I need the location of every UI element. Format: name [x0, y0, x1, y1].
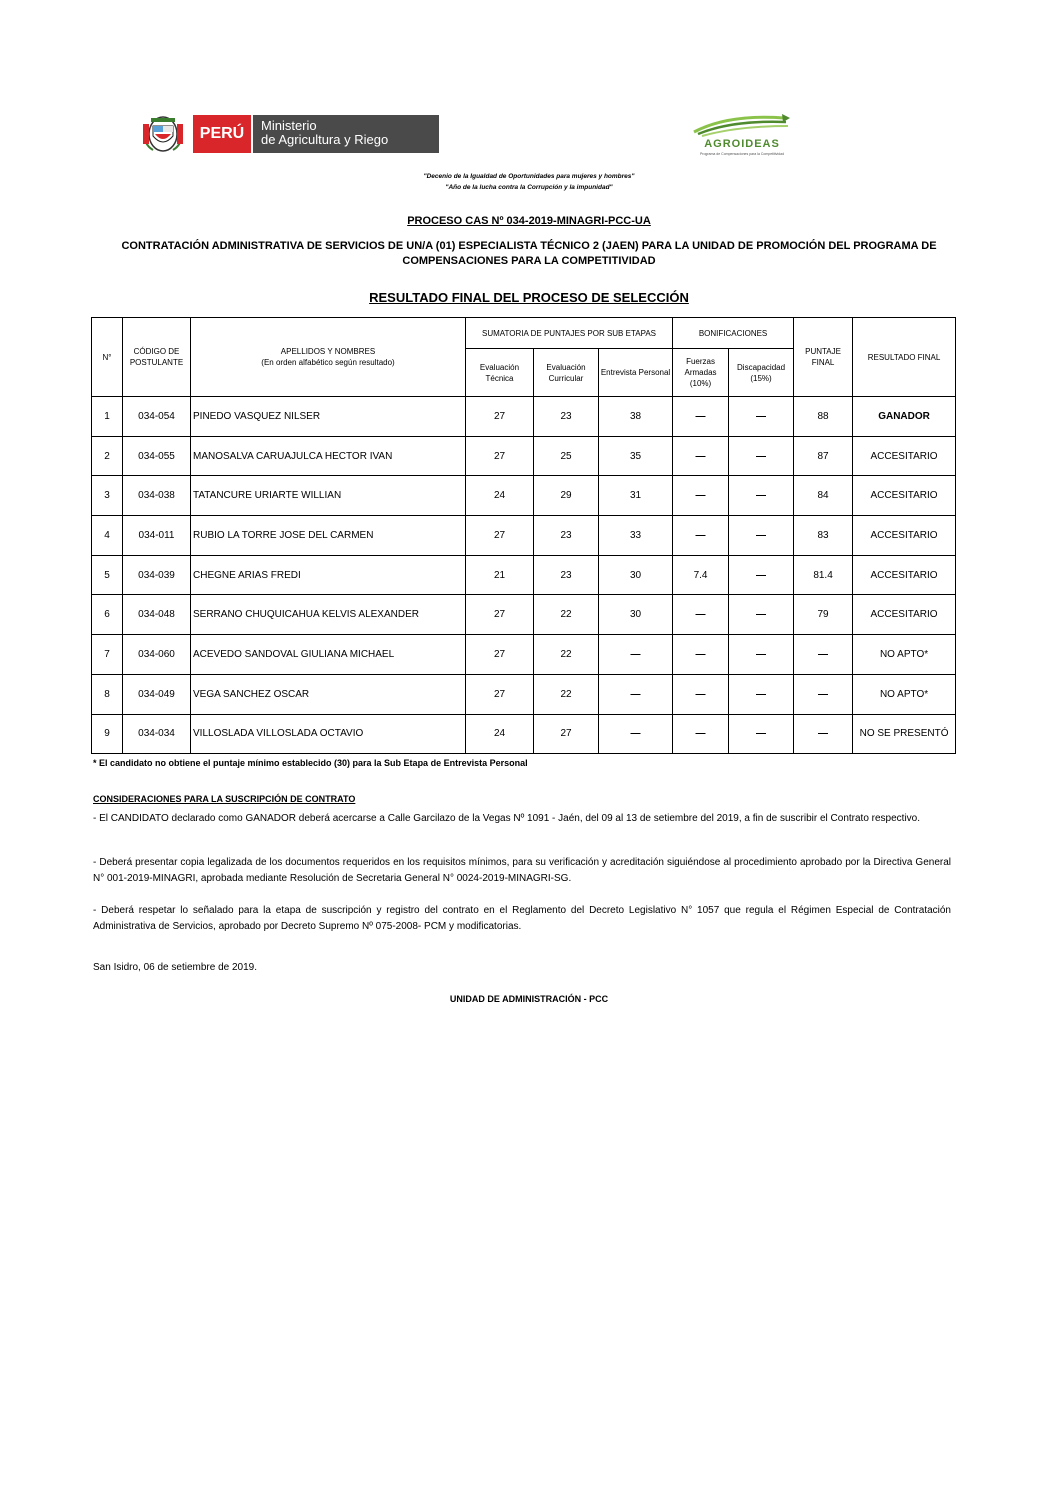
table-row	[92, 674, 956, 714]
cell-score: —	[794, 714, 853, 754]
cell-result: NO SE PRESENTÓ	[853, 714, 956, 754]
cell-dis: —	[729, 674, 794, 714]
cell-int: 38	[599, 397, 673, 437]
cell-name: ACEVEDO SANDOVAL GIULIANA MICHAEL	[191, 635, 466, 675]
cell-dis: —	[729, 595, 794, 635]
cell-dis: —	[729, 555, 794, 595]
cell-tec: 24	[466, 476, 534, 516]
header-disability: Discapacidad (15%)	[729, 349, 794, 397]
header-sum: SUMATORIA DE PUNTAJES POR SUB ETAPAS	[466, 318, 673, 349]
cell-cur: 27	[534, 714, 599, 754]
cell-dis: —	[729, 635, 794, 675]
cell-n: 1	[92, 397, 123, 437]
header-eval-cur: Evaluación Curricular	[534, 349, 599, 397]
table-row	[92, 476, 956, 516]
footnote: * El candidato no obtiene el puntaje mínimo establecido (30) para la Sub Etapa de Entrevista Personal	[93, 758, 528, 768]
unit-line: UNIDAD DE ADMINISTRACIÓN - PCC	[449, 994, 609, 1004]
date-line: San Isidro, 06 de setiembre de 2019.	[93, 962, 257, 973]
header-eval-tec: Evaluación Técnica	[466, 349, 534, 397]
paragraph-2: - Deberá presentar copia legalizada de los documentos requeridos en los requisitos mínimos, para su verificación y acreditación siguiéndose al procedimiento aprobado por la Directiva General N° 001-2019-MINAGRI, aprobada mediante Resolución de Secretaria General N° 0024-2019-MINAGRI-SG.	[93, 857, 951, 884]
cell-result: NO APTO*	[853, 674, 956, 714]
cell-ff: —	[673, 436, 729, 476]
result-title: RESULTADO FINAL DEL PROCESO DE SELECCIÓN	[369, 290, 689, 305]
cell-tec: 21	[466, 555, 534, 595]
process-title: PROCESO CAS Nº 034-2019-MINAGRI-PCC-UA	[407, 215, 651, 227]
cell-int: —	[599, 635, 673, 675]
decree-line-2: "Año de la lucha contra la Corrupción y la impunidad"	[445, 184, 613, 191]
peru-label: PERÚ	[193, 115, 251, 153]
cell-dis: —	[729, 476, 794, 516]
cell-ff: —	[673, 595, 729, 635]
cell-code: 034-048	[123, 595, 191, 635]
cell-result: GANADOR	[853, 397, 956, 437]
header-code: CÓDIGO DE POSTULANTE	[123, 318, 191, 397]
cell-int: 33	[599, 516, 673, 556]
cell-name: MANOSALVA CARUAJULCA HECTOR IVAN	[191, 436, 466, 476]
cell-tec: 24	[466, 714, 534, 754]
cell-code: 034-054	[123, 397, 191, 437]
minagri-logo	[141, 112, 441, 156]
cell-code: 034-039	[123, 555, 191, 595]
cell-n: 4	[92, 516, 123, 556]
description-line-1: CONTRATACIÓN ADMINISTRATIVA DE SERVICIOS DE UN/A (01) ESPECIALISTA TÉCNICO 2 (JAEN) PARA LA UNIDAD DE PROMOCIÓN DEL PROGRAMA DE	[121, 240, 937, 252]
header-name-main: APELLIDOS Y NOMBRES	[280, 347, 376, 356]
cell-name: TATANCURE URIARTE WILLIAN	[191, 476, 466, 516]
cell-ff: 7.4	[673, 555, 729, 595]
cell-n: 2	[92, 436, 123, 476]
cell-int: 30	[599, 595, 673, 635]
cell-score: 81.4	[794, 555, 853, 595]
cell-n: 6	[92, 595, 123, 635]
header-final-score: PUNTAJE FINAL	[794, 318, 853, 397]
header-num: N°	[92, 318, 123, 397]
cell-n: 5	[92, 555, 123, 595]
results-table	[91, 317, 956, 754]
cell-cur: 22	[534, 635, 599, 675]
cell-name: SERRANO CHUQUICAHUA KELVIS ALEXANDER	[191, 595, 466, 635]
cell-cur: 22	[534, 595, 599, 635]
cell-score: —	[794, 674, 853, 714]
header-armed: Fuerzas Armadas (10%)	[673, 349, 729, 397]
table-row	[92, 555, 956, 595]
cell-ff: —	[673, 714, 729, 754]
cell-name: RUBIO LA TORRE JOSE DEL CARMEN	[191, 516, 466, 556]
cell-int: —	[599, 674, 673, 714]
cell-tec: 27	[466, 635, 534, 675]
cell-result: ACCESITARIO	[853, 436, 956, 476]
table-row	[92, 714, 956, 754]
cell-score: 84	[794, 476, 853, 516]
cell-tec: 27	[466, 436, 534, 476]
cell-result: ACCESITARIO	[853, 595, 956, 635]
cell-cur: 23	[534, 516, 599, 556]
cell-tec: 27	[466, 595, 534, 635]
header-final-result: RESULTADO FINAL	[853, 318, 956, 397]
header-name-sub: (En orden alfabético según resultado)	[261, 358, 395, 367]
table-row	[92, 436, 956, 476]
cell-score: 79	[794, 595, 853, 635]
cell-tec: 27	[466, 674, 534, 714]
cell-name: VEGA SANCHEZ OSCAR	[191, 674, 466, 714]
cell-dis: —	[729, 714, 794, 754]
cell-score: 83	[794, 516, 853, 556]
header-name	[191, 318, 466, 397]
table-row	[92, 595, 956, 635]
cell-name: CHEGNE ARIAS FREDI	[191, 555, 466, 595]
cell-int: 30	[599, 555, 673, 595]
table-row	[92, 635, 956, 675]
cell-ff: —	[673, 635, 729, 675]
table-row	[92, 516, 956, 556]
cell-code: 034-034	[123, 714, 191, 754]
cell-cur: 25	[534, 436, 599, 476]
cell-cur: 23	[534, 397, 599, 437]
paragraph-1: - El CANDIDATO declarado como GANADOR deberá acercarse a Calle Garcilazo de la Vegas Nº 1091 - Jaén, del 09 al 13 de setiembre del 2019, a fin de suscribir el Contrato respectivo.	[93, 813, 921, 824]
ministry-line2: de Agricultura y Riego	[261, 132, 389, 147]
cell-code: 034-060	[123, 635, 191, 675]
cell-dis: —	[729, 436, 794, 476]
cell-int: —	[599, 714, 673, 754]
cell-cur: 29	[534, 476, 599, 516]
peru-coat-of-arms-icon	[141, 112, 185, 156]
ministry-label	[253, 115, 439, 153]
cell-tec: 27	[466, 397, 534, 437]
cell-ff: —	[673, 397, 729, 437]
cell-cur: 23	[534, 555, 599, 595]
cell-score: —	[794, 635, 853, 675]
table-row	[92, 397, 956, 437]
considerations-title: CONSIDERACIONES PARA LA SUSCRIPCIÓN DE CONTRATO	[93, 794, 356, 804]
header-bonus: BONIFICACIONES	[673, 318, 794, 349]
header-interview: Entrevista Personal	[599, 349, 673, 397]
cell-n: 8	[92, 674, 123, 714]
cell-n: 7	[92, 635, 123, 675]
cell-result: ACCESITARIO	[853, 555, 956, 595]
cell-name: PINEDO VASQUEZ NILSER	[191, 397, 466, 437]
cell-code: 034-055	[123, 436, 191, 476]
agroideas-subtitle: Programa de Compensaciones para la Competitividad	[699, 152, 785, 156]
cell-cur: 22	[534, 674, 599, 714]
cell-ff: —	[673, 516, 729, 556]
description-line-2: COMPENSACIONES PARA LA COMPETITIVIDAD	[402, 255, 656, 267]
cell-n: 3	[92, 476, 123, 516]
agroideas-logo	[688, 112, 796, 160]
cell-dis: —	[729, 516, 794, 556]
cell-tec: 27	[466, 516, 534, 556]
cell-score: 88	[794, 397, 853, 437]
cell-name: VILLOSLADA VILLOSLADA OCTAVIO	[191, 714, 466, 754]
ministry-line1: Ministerio	[261, 118, 317, 133]
cell-dis: —	[729, 397, 794, 437]
cell-int: 35	[599, 436, 673, 476]
results-body	[92, 397, 956, 754]
cell-ff: —	[673, 674, 729, 714]
cell-n: 9	[92, 714, 123, 754]
cell-ff: —	[673, 476, 729, 516]
agroideas-swoosh-icon	[688, 112, 796, 140]
cell-code: 034-038	[123, 476, 191, 516]
agroideas-label: AGROIDEAS	[704, 138, 780, 150]
cell-result: ACCESITARIO	[853, 476, 956, 516]
cell-code: 034-049	[123, 674, 191, 714]
cell-score: 87	[794, 436, 853, 476]
cell-int: 31	[599, 476, 673, 516]
decree-line-1: "Decenio de la Igualdad de Oportunidades para mujeres y hombres"	[423, 173, 635, 180]
cell-result: ACCESITARIO	[853, 516, 956, 556]
cell-code: 034-011	[123, 516, 191, 556]
cell-result: NO APTO*	[853, 635, 956, 675]
paragraph-3: - Deberá respetar lo señalado para la etapa de suscripción y registro del contrato en el Reglamento del Decreto Legislativo N° 1057 que regula el Régimen Especial de Contratación Administrativa de Servicios, aprobado por Decreto Supremo Nº 075-2008- PCM y modificatorias.	[93, 905, 951, 932]
